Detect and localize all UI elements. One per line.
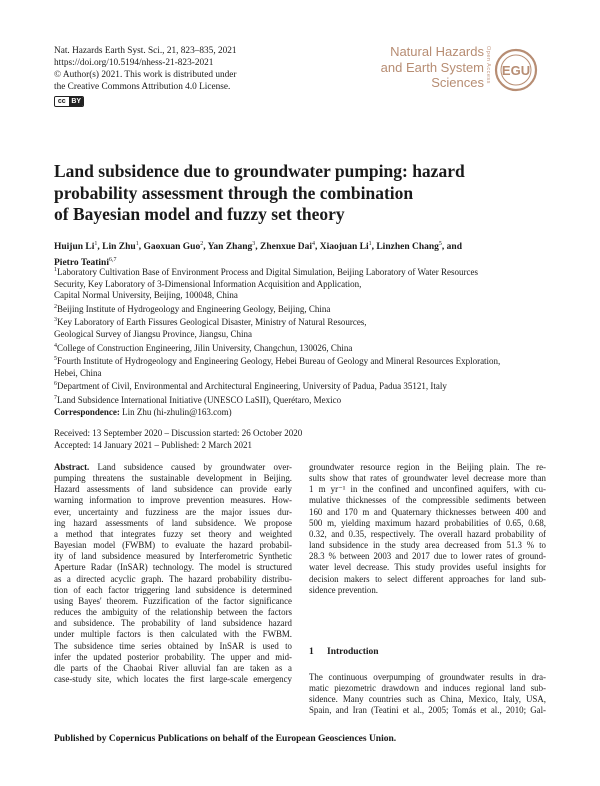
- author-affiliation-marker: 1: [368, 241, 372, 247]
- abstract-line: reduces the ambiguity of the relationship between the factors: [54, 607, 292, 618]
- author-separator: ,: [138, 242, 144, 253]
- correspondence: [54, 406, 232, 418]
- doi-link[interactable]: https://doi.org/10.5194/nhess-21-823-2021: [54, 58, 214, 68]
- abstract-line: a method that integrates fuzzy set theory and weighted: [54, 528, 292, 539]
- intro-line: sidence. Many countries such as China, Mexico, Italy, USA,: [309, 694, 546, 705]
- intro-line: Spain, and Iran (Teatini et al., 2005; Tomás et al., 2010; Gal-: [309, 705, 546, 716]
- copyright-line: © Author(s) 2021. This work is distributed under: [54, 70, 237, 80]
- affiliation-text: Geological Survey of Jiangsu Province, Jiangsu, China: [54, 328, 252, 339]
- affiliation-line: [54, 265, 546, 279]
- affiliation-number: 5: [54, 356, 57, 363]
- abstract-right-column: [309, 462, 546, 596]
- author-name: Linzhen Chang: [376, 242, 439, 253]
- abstract-line: dle parts of the Chaobai River alluvial fan are taken as a: [54, 662, 292, 673]
- author-separator: ,: [97, 242, 103, 253]
- correspondence-text[interactable]: Lin Zhu (hi-zhulin@163.com): [119, 407, 232, 417]
- abstract-line: 500 m, yielding maximum hazard probabilities of 0.65, 0.68,: [309, 517, 546, 528]
- section-heading: [309, 647, 379, 657]
- affiliation-number: 1: [54, 267, 57, 273]
- affiliation-line: [54, 341, 546, 355]
- brand-line-3: Sciences: [431, 75, 484, 90]
- abstract-line: Aperture Radar (InSAR) technology. The model is structured: [54, 562, 292, 573]
- abstract-line: groundwater resource region in the Beijing plain. The re-: [309, 462, 546, 472]
- abstract-line: warning information to improve prevention measures. How-: [54, 495, 292, 506]
- abstract-line: sults show that rates of groundwater level decrease more than: [309, 473, 546, 484]
- abstract-line: as a directed acyclic graph. The hazard probability distribu-: [54, 573, 292, 584]
- author-affiliation-marker: 1: [94, 241, 98, 247]
- abstract-line: Bayesian model (FWBM) to evaluate the hazard probabil-: [54, 540, 292, 551]
- abstract-line: sidence prevention.: [309, 584, 379, 595]
- publication-dates: [54, 427, 302, 451]
- affiliation-text: Land Subsidence International Initiative (UNESCO LaSII), Querétaro, Mexico: [57, 394, 342, 405]
- abstract-line: ing hazard assessments of land subsidence. We propose: [54, 517, 292, 528]
- title-line-2: probability assessment through the combination: [54, 182, 414, 203]
- author-affiliation-marker: 6,7: [108, 256, 117, 263]
- publisher-footer: Published by Copernicus Publications on behalf of the European Geosciences Union.: [54, 734, 397, 744]
- section-number: 1: [309, 647, 314, 657]
- affiliation-number: 6: [54, 381, 57, 388]
- open-access-label: Open Access: [485, 46, 491, 84]
- author-separator: , and: [441, 242, 462, 253]
- abstract-line: using Bayes' theorem. Fuzzification of the factor significance: [54, 595, 292, 606]
- author-affiliation-marker: 5: [438, 241, 442, 247]
- journal-citation: Nat. Hazards Earth Syst. Sci., 21, 823–835, 2021: [54, 46, 237, 56]
- author-separator: ,: [315, 242, 320, 253]
- affiliation-text: Hebei, China: [54, 367, 102, 378]
- by-icon-label: BY: [71, 98, 82, 105]
- author-name: Pietro Teatini: [54, 257, 109, 268]
- abstract-line: 28.3 % between 2003 and 2017 due to lower rates of ground-: [309, 551, 546, 562]
- author-name: Yan Zhang: [207, 242, 253, 253]
- dates-received: Received: 13 September 2020 – Discussion started: 26 October 2020: [54, 428, 303, 438]
- affiliation-line: [54, 315, 546, 329]
- affiliation-list: [54, 265, 546, 407]
- abstract-line: case-study site, which locates the first large-scale emergency: [54, 673, 292, 684]
- brand-line-1: Natural Hazards: [390, 44, 484, 59]
- abstract-line: mulative thicknesses of the compressible sediments between: [309, 495, 546, 506]
- affiliation-line: [54, 393, 546, 407]
- author-separator: ,: [371, 242, 377, 253]
- author-name: Xiaojuan Li: [319, 242, 369, 253]
- affiliation-number: 7: [54, 394, 57, 401]
- abstract-text: Land subsidence caused by groundwater over-: [89, 462, 292, 472]
- affiliation-text: Security, Key Laboratory of 3-Dimensional Information Acquisition and Application,: [54, 278, 362, 289]
- affiliation-line: [54, 290, 546, 302]
- affiliation-line: [54, 279, 546, 291]
- abstract-line: ever, uncertainty and fuzziness are the major issues dur-: [54, 506, 292, 517]
- author-name: Gaoxuan Guo: [143, 242, 201, 253]
- affiliation-number: 3: [54, 317, 57, 324]
- abstract-line: under multiple factors is then calculated with the FWBM.: [54, 629, 292, 640]
- author-name: Huijun Li: [54, 242, 95, 253]
- intro-line: matic piezometric drawdown and induces regional land sub-: [309, 683, 546, 694]
- paper-title: [54, 161, 514, 226]
- author-affiliation-marker: 3: [252, 241, 256, 247]
- abstract-line: 0.32, and 0.35, respectively. The overall hazard probability of: [309, 528, 546, 539]
- affiliation-number: 4: [54, 342, 57, 349]
- abstract-line: decision makers to select different approaches for land sub-: [309, 573, 546, 584]
- author-affiliation-marker: 2: [200, 241, 204, 247]
- affiliation-line: [54, 302, 546, 316]
- abstract-left-column: [54, 462, 292, 685]
- abstract-line: Hazard assessments of land subsidence can provide early: [54, 484, 292, 495]
- affiliation-line: [54, 329, 546, 341]
- abstract-line: ity of land subsidence measured by Interferometric Synthetic: [54, 551, 292, 562]
- license-line: the Creative Commons Attribution 4.0 License.: [54, 82, 231, 92]
- affiliation-text: Capital Normal University, Beijing, 100048, China: [54, 290, 238, 301]
- abstract-line: The subsidence time series obtained by InSAR is used to: [54, 640, 292, 651]
- author-affiliation-marker: 1: [135, 241, 139, 247]
- section-title: Introduction: [327, 647, 379, 657]
- author-name: Lin Zhu: [102, 242, 136, 253]
- egu-logo-text: EGU: [501, 63, 531, 78]
- affiliation-text: College of Construction Engineering, Jilin University, Changchun, 130026, China: [57, 342, 353, 353]
- introduction-text: [309, 672, 546, 717]
- affiliation-line: [54, 354, 546, 368]
- dates-accepted: Accepted: 14 January 2021 – Published: 2 March 2021: [54, 440, 252, 450]
- affiliation-line: [54, 379, 546, 393]
- cc-by-license-icon[interactable]: [54, 96, 84, 107]
- abstract-line: and subsidence. The probability of land subsidence hazard: [54, 618, 292, 629]
- intro-line: The continuous overpumping of groundwater results in dra-: [309, 672, 546, 682]
- author-separator: ,: [255, 242, 260, 253]
- author-separator: ,: [203, 242, 208, 253]
- brand-line-2: and Earth System: [380, 59, 484, 75]
- affiliation-text: Laboratory Cultivation Base of Environment Process and Digital Simulation, Beijing Laboratory of Water Resources: [57, 267, 479, 277]
- abstract-line: pumping threatens the sustainable development in Beijing.: [54, 473, 292, 484]
- abstract-line: [54, 462, 292, 473]
- affiliation-line: [54, 368, 546, 380]
- cc-icon-label: cc: [55, 97, 70, 106]
- title-line-1: Land subsidence due to groundwater pumping: hazard: [54, 161, 465, 181]
- abstract-line: tion of each factor triggering land subsidence is determined: [54, 584, 292, 595]
- abstract-line: 1 m yr⁻¹ in the confined and unconfined aquifers, with cu-: [309, 484, 546, 495]
- author-affiliation-marker: 4: [312, 241, 315, 247]
- journal-brand: [364, 44, 484, 91]
- egu-logo-icon: [494, 48, 544, 92]
- title-line-3: of Bayesian model and fuzzy set theory: [54, 204, 345, 224]
- abstract-label: Abstract.: [54, 462, 90, 472]
- affiliation-text: Key Laboratory of Earth Fissures Geological Disaster, Ministry of Natural Resources,: [57, 317, 367, 328]
- correspondence-label: Correspondence:: [54, 407, 120, 417]
- journal-header: [54, 45, 237, 93]
- affiliation-number: 2: [54, 303, 57, 310]
- abstract-line: infer the updated posterior probability. The upper and mid-: [54, 651, 292, 662]
- affiliation-text: Fourth Institute of Hydrogeology and Engineering Geology, Hebei Bureau of Geology and Mineral Resources Exploration,: [57, 356, 501, 367]
- affiliation-text: Department of Civil, Environmental and Architectural Engineering, University of Padua, Padua 35121, Italy: [57, 381, 447, 392]
- abstract-line: land subsidence in the study area decreased from 51.3 % to: [309, 540, 546, 551]
- affiliation-text: Beijing Institute of Hydrogeology and Engineering Geology, Beijing, China: [57, 303, 331, 314]
- abstract-line: 160 and 170 m and Quaternary thicknesses between 400 and: [309, 506, 546, 517]
- abstract-line: water level decrease. This study provides useful insights for: [309, 562, 546, 573]
- author-name: Zhenxue Dai: [260, 242, 312, 253]
